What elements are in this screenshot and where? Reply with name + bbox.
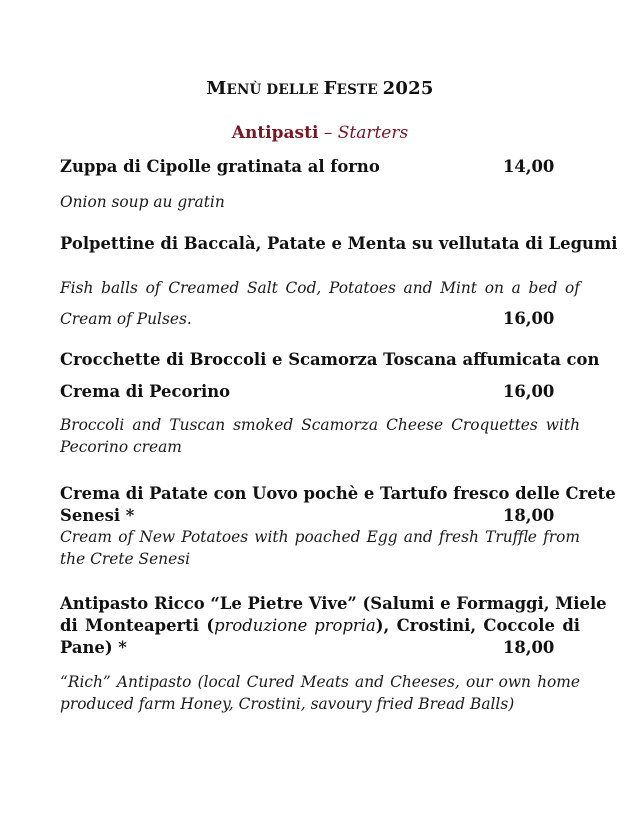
section-dash: –: [318, 123, 338, 143]
item-3-name-line2: Crema di Pecorino: [60, 382, 231, 401]
item-1-name: Zuppa di Cipolle gratinata al forno: [60, 157, 380, 176]
item-5-name-line2b: ), Crostini, Coccole di: [375, 616, 581, 635]
section-name-en: Starters: [337, 123, 409, 143]
item-2-price: 16,00: [503, 309, 555, 328]
item-5-name-italic: produzione propria: [214, 616, 376, 635]
section-name-it: Antipasti: [231, 123, 319, 143]
item-1-price: 14,00: [503, 157, 555, 176]
title-enu: ENÙ DELLE: [226, 82, 324, 98]
item-4-description-line1: Cream of New Potatoes with poached Egg and fresh Truffle from: [60, 528, 580, 546]
item-3-description-line2: Pecorino cream: [60, 438, 182, 456]
item-4-description-line2: the Crete Senesi: [60, 550, 191, 568]
item-3-description-line1: Broccoli and Tuscan smoked Scamorza Cheese Croquettes with: [60, 416, 580, 434]
title-f: F: [323, 78, 337, 99]
item-5-name-line2: [60, 616, 580, 635]
item-4-name-line2: Senesi *: [60, 506, 135, 525]
item-2-description-line1: Fish balls of Creamed Salt Cod, Potatoes and Mint on a bed of: [60, 279, 580, 297]
item-2-description-line2: Cream of Pulses.: [60, 310, 192, 328]
item-5-name-line1: Antipasto Ricco “Le Pietre Vive” (Salumi e Formaggi, Miele: [60, 594, 607, 613]
item-5-description-line1: “Rich” Antipasto (local Cured Meats and Cheeses, our own home: [60, 673, 580, 691]
title-year: 2025: [382, 78, 434, 99]
item-3-name-line1: Crocchette di Broccoli e Scamorza Toscana affumicata con: [60, 350, 600, 369]
item-3-price: 16,00: [503, 382, 555, 401]
item-5-description-line2: produced farm Honey, Crostini, savoury fried Bread Balls): [60, 695, 515, 713]
title-m: M: [206, 78, 227, 99]
item-5-price: 18,00: [503, 638, 555, 657]
item-4-price: 18,00: [503, 506, 555, 525]
section-heading: [0, 123, 640, 143]
item-2-name: Polpettine di Baccalà, Patate e Menta su vellutata di Legumi: [60, 234, 618, 253]
title-este: ESTE: [336, 82, 383, 98]
menu-title: [0, 78, 640, 99]
item-1-description: Onion soup au gratin: [60, 193, 225, 211]
item-4-name-line1: Crema di Patate con Uovo pochè e Tartufo fresco delle Crete: [60, 484, 616, 503]
item-5-name-line3: Pane) *: [60, 638, 127, 657]
item-5-name-line2a: di Monteaperti (: [60, 616, 215, 635]
